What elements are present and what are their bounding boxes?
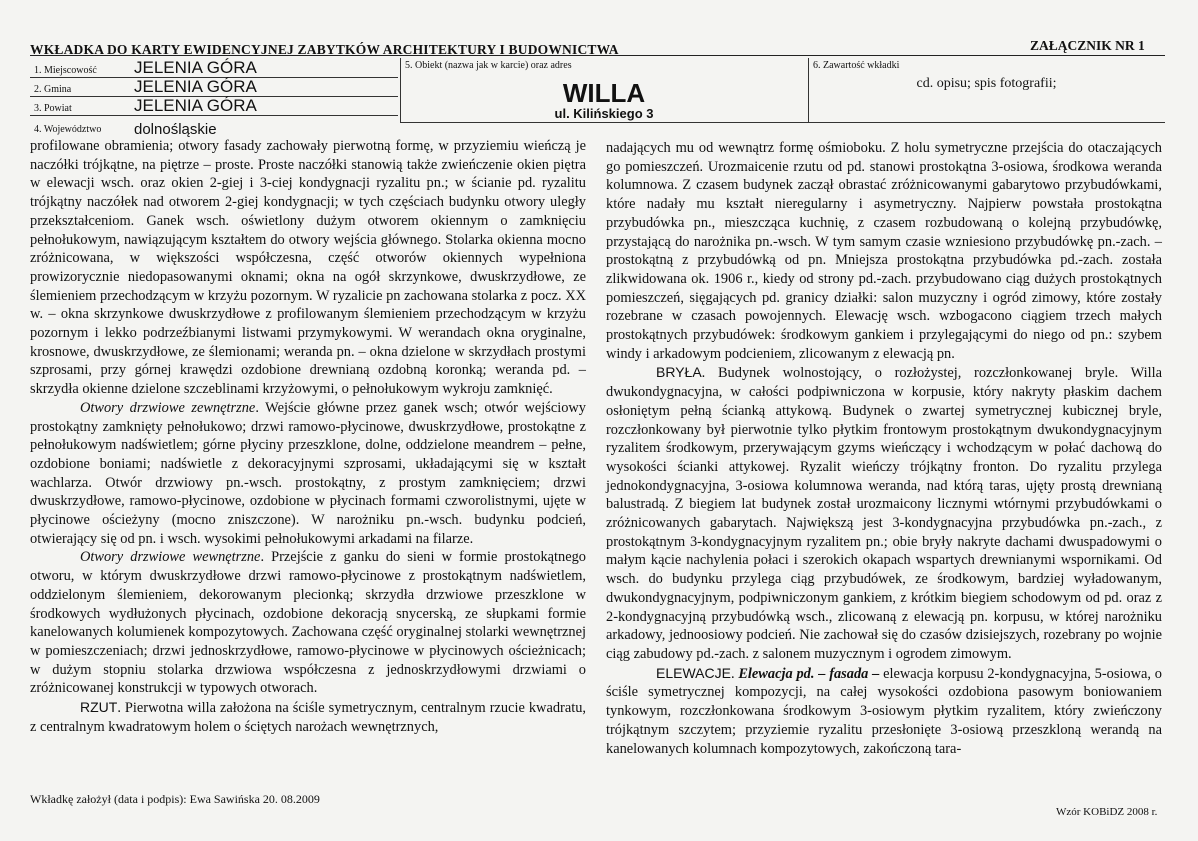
contents-value: cd. opisu; spis fotografii; (916, 76, 1057, 91)
field-commune (30, 77, 398, 97)
header-form (30, 58, 1165, 138)
field-value: JELENIA GÓRA (134, 96, 257, 115)
field-county (30, 96, 398, 116)
field-locality (30, 58, 398, 78)
section-heading: ELEWACJE (656, 664, 731, 681)
subsection-heading: Elewacja pd. – fasada – (738, 665, 880, 682)
field-voivodeship (30, 115, 398, 138)
left-column (30, 137, 586, 737)
section-heading: Otwory drzwiowe zewnętrzne (80, 399, 256, 416)
paragraph: Otwory drzwiowe zewnętrzne. Wejście główne przez ganek wsch; otwór wejściowy prostokątny zamknięty pełnołukowo; drzwi ramowo-płycinowe, dwuskrzydłowe, prostokątne z pełnołukowym nadświetlem; górne płyciny przeszklone, dolne, oddzielone meandrem – pełne, ozdobione boniami; nadświetle z dekoracyjnymi szprosami, układającymi się w kształt wachlarza. Otwór drzwiowy pn.-wsch. prostokątny, z prostym zamknięciem; drzwi dwuskrzydłowe, ramowo-płycinowe, ozdobione w płycinach formami czworolistnymi, ujęte w płycinowe ościeżyny (mocno zniszczone). W narożniku pn.-wsch. budynku podcień, otwierający się od pn. i wsch. wysokimi pełnołukowymi arkadami na filarze. (30, 399, 586, 547)
annex-number: ZAŁĄCZNIK NR 1 (1030, 38, 1145, 53)
paragraph: BRYŁA. Budynek wolnostojący, o rozłożystej, rozczłonkowanej bryle. Willa dwukondygnacyjna, w całości podpiwniczona w korpusie, który nakryty płaskim dachem osłoniętym pełną ścianką attykową. Budynek o zwartej symetrycznej kubicznej bryle, rozczłonkowany był pierwotnie tylko płytkim frontowym prostokątnym dwukondygnacyjnym ryzalitem środkowym, przerywającym gzyms wieńczący i wchodzącym w połać dachową do wysokości ścianki attykowej. Ryzalit wieńczy trójkątny fronton. Do ryzalitu przylega jednokondygnacyjna, 3-osiowa kolumnowa weranda, nad którą taras, ujęty prostą drewnianą balustradą. Z biegiem lat budynek został urozmaicony licznymi wtórnymi przybudówkami o zróżnicowanych gabarytach. Największą jest 3-kondygnacyjna przybudówka pn.-zach., z prostokątnym 3-kondygnacyjnym ryzalitem pn.; obie bryły nakryte dachami dwuspadowymi o małym kącie nachylenia połaci i szerokich okapach wspartych drewnianymi wspornikami. Od wsch. do budynku przylega ciąg przybudówek, ze środkowym, bardziej wyładowanym, dwukondygnacyjnym, podpiwniczonym gankiem, z krótkim biegiem schodowym od pd. oraz z 2-kondygnacyjną przybudówką wsch., zlicowaną z elewacją pn. korpusu, w której narożniku arkadowy, jednoosiowy podcień. Nie zachował się do czasów dzisiejszych, rozebrany po wojnie ciąg zabudowy pd.-zach. z salonem muzycznym i ogrodem zimowym. (606, 364, 1162, 662)
contents-label: 6. Zawartość wkładki (813, 60, 900, 71)
section-heading: BRYŁA (656, 364, 702, 381)
template-version: Wzór KOBiDZ 2008 r. (1056, 806, 1158, 818)
location-fields (30, 58, 400, 138)
title-rule (30, 55, 1165, 56)
field-label: 2. Gmina (34, 84, 72, 95)
field-value: JELENIA GÓRA (134, 58, 257, 77)
field-value: dolnośląskie (134, 121, 217, 138)
object-field (400, 58, 808, 122)
field-label: 1. Miejscowość (34, 65, 97, 76)
section-heading: RZUT (80, 699, 118, 716)
section-heading: Otwory drzwiowe wewnętrzne (80, 549, 261, 566)
contents-field (808, 58, 1165, 122)
paragraph: ELEWACJE. Elewacja pd. – fasada – elewacja korpusu 2-kondygnacyjna, 5-osiowa, o ściśle symetrycznej kompozycji, na całej wysokości ozdobiona pasowym boniowaniem tynkowym, rozczłonkowana środkowym 3-osiowym płytkim ryzalitem, który zwieńczony trójkątnym szczytem; przyziemie ryzalitu przesłonięte 3-osiową przeszkloną werandą na kanelowanych kolumnach kompozytowych, zakończoną tara- (606, 664, 1162, 757)
header-bottom-rule (400, 122, 1165, 123)
object-name: WILLA (562, 78, 646, 108)
right-column (606, 139, 1162, 758)
field-value: JELENIA GÓRA (134, 77, 257, 96)
object-label: 5. Obiekt (nazwa jak w karcie) oraz adres (405, 60, 572, 71)
document-title: WKŁADKA DO KARTY EWIDENCYJNEJ ZABYTKÓW ARCHITEKTURY I BUDOWNICTWA (30, 42, 619, 57)
paragraph: nadających mu od wewnątrz formę ośmioboku. Z holu symetryczne przejścia do otaczających go pomieszczeń. Urozmaicenie rzutu od pd. stanowi prostokątna 3-osiowa, środkowa weranda kolumnowa. Z czasem budynek zaczął obrastać zróżnicowanymi gabarytowo przybudówkami, które nadały mu kształt nieregularny i asymetryczny. Najpierw powstała prostokątna przybudówka pn., mieszcząca kuchnię, z czasem rozbudowaną o kolejną przybudówkę, przystającą do narożnika pn.-wsch. W tym samym czasie wzniesiono przybudówkę pn.-zach. – prostokątną z przybudówką od pn. Mniejsza prostokątna przybudówka pd.-zach. została zlikwidowana ok. 1906 r., kiedy od strony pd.-zach. przybudowano ciąg dużych prostokątnych pomieszczeń, sięgających pd. granicy działki: salon muzyczny i ogród zimowy, które zostały rozebrane w czasach powojennych. Elewację wsch. wzbogacono ciągiem trzech małych prostokątnych przybudówek: środkowym gankiem i przylegającymi do niego od pn.: szybem windy i arkadowym podcieniem, zlicowanym z elewacją pn. (606, 140, 1162, 362)
object-address: ul. Kilińskiego 3 (554, 106, 654, 121)
paragraph: Otwory drzwiowe wewnętrzne. Przejście z ganku do sieni w formie prostokątnego otworu, w którym dwuskrzydłowe drzwi ramowo-płycinowe z prostokątnym nadświetlem, oddzielonym ślemieniem, dekorowanym plecionką; skrzydła drzwiowe przeszklone w środkowych wydłużonych płycinach, ozdobione dekoracją snycerską, ze słupkami formie kanelowanych kolumienek kompozytowych. Zachowana część oryginalnej stolarki wewnętrznej w pomieszczeniach; drzwi jednoskrzydłowe, ramowo-płycinowe w płycinowych ościeżnicach; w dużym stopniu stolarka drzwiowa współczesna z jednoskrzydłowymi drzwiami o zróżnicowanej konstrukcji w typowych otworach. (30, 549, 586, 697)
author-signature: Wkładkę założył (data i podpis): Ewa Sawińska 20. 08.2009 (30, 792, 320, 806)
paragraph: profilowane obramienia; otwory fasady zachowały pierwotną formę, w przyziemiu wieńczą je naczółki trójkątne, na piętrze – proste. Proste naczółki stanowią także zwieńczenie okien piętra w elewacji wsch. oraz okien 2-giej i 3-ciej kondygnacji ryzalitu pn.; w ścianie pd. ryzalitu trójkątny naczółek nad otworem 2-giej kondygnacji; w tych częściach budynku otwory uległy przekształceniom. Ganek wsch. oświetlony dużym otworem okiennym o zamknięciu pełnołukowym, nawiązującym kształtem do otwory wejścia głównego. Stolarka okienna mocno zróżnicowana, w większości współczesna, część otworów okiennych wypełniona prowizorycznie niedopasowanymi oknami; okna na ogół skrzynkowe, dwuskrzydłowe, ze ślemieniem przechodzącym w krzyżu pozornym. W ryzalicie pn zachowana stolarka z pocz. XX w. – okna skrzynkowe dwuskrzydłowe z profilowanym ślemieniem przechodzącym w krzyżu pozornym i lekko podrzeźbianymi listwami przymykowymi. W werandach okna oryginalne, krosnowe, dwuskrzydłowe, ze ślemionami; weranda pn. – okna dzielone w skrzydłach prostymi szprosami, przy górnej krawędzi ozdobione drewnianą ozdobną koronką; weranda pd. – skrzydła okienne dzielone szczeblinami krzyżowymi, o pełnołukowym wykroju zamknięć. (30, 138, 586, 398)
paragraph: RZUT. Pierwotna willa założona na ściśle symetrycznym, centralnym rzucie kwadratu, z centralnym kwadratowym holem o ściętych narożach wewnętrznych, (30, 699, 586, 735)
field-label: 4. Województwo (34, 124, 102, 135)
field-label: 3. Powiat (34, 103, 72, 114)
